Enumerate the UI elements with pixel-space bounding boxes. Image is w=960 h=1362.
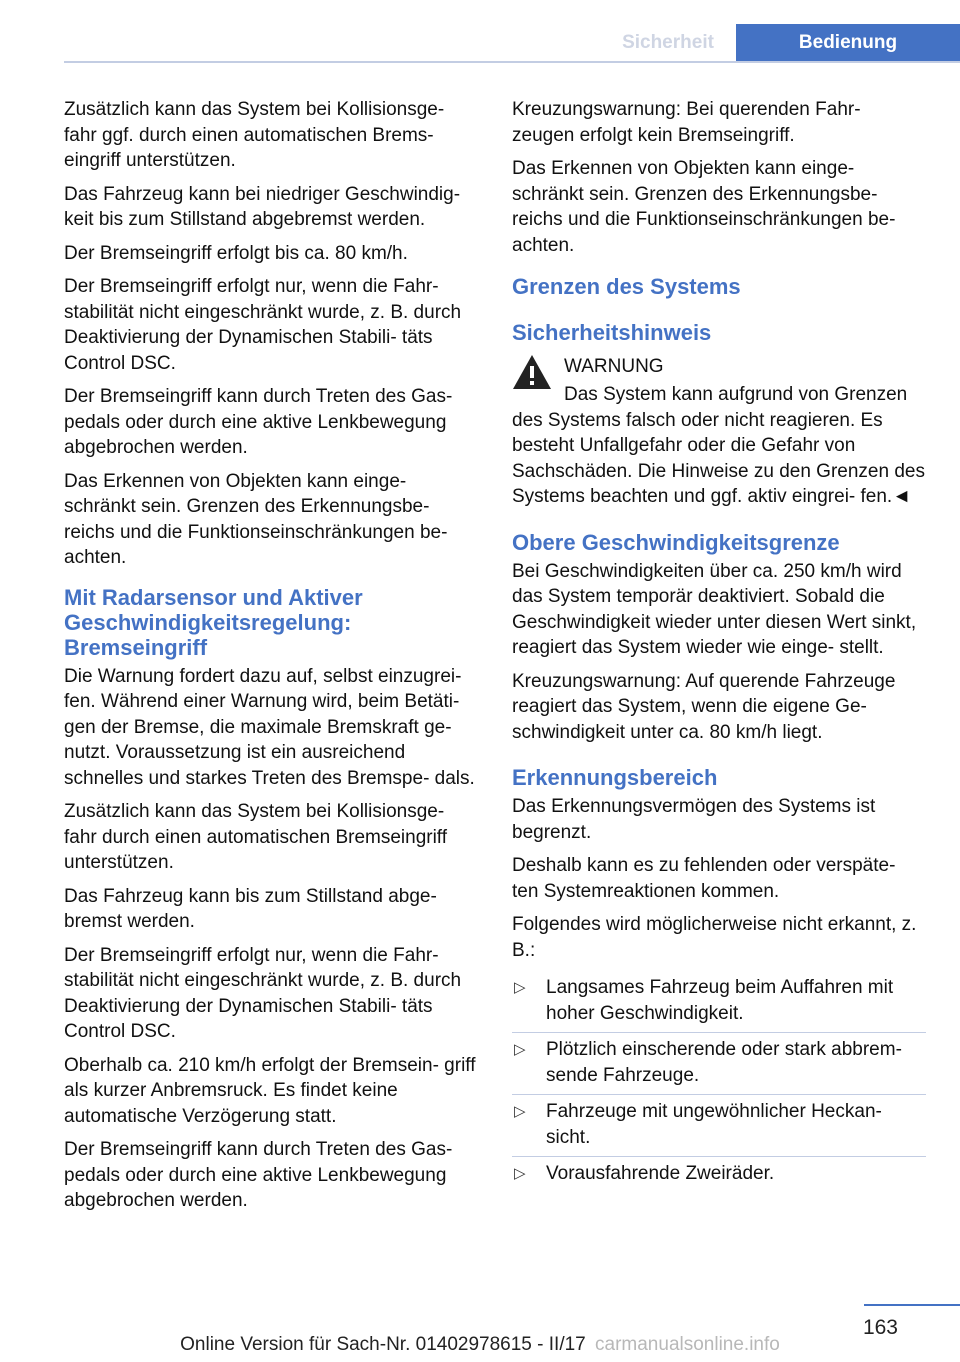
paragraph: Bei Geschwindigkeiten über ca. 250 km/h wird das System temporär deaktiviert. Sobald die Geschwindigkeit wieder unter diesen Wert sinkt, reagiert das System wieder wie einge‐ stellt. <box>512 560 917 658</box>
bullet-list <box>512 971 926 1193</box>
warning-box <box>512 354 926 510</box>
paragraph: Folgendes wird möglicherweise nicht erkannt, z. B.: <box>512 914 917 961</box>
header-tabs <box>600 24 960 62</box>
warning-triangle-icon <box>512 354 552 390</box>
right-column <box>512 97 926 1193</box>
paragraph: Der Bremseingriff erfolgt bis ca. 80 km/h. <box>64 242 408 264</box>
footer-text <box>0 1334 960 1356</box>
tab-bedienung[interactable]: Bedienung <box>736 24 960 62</box>
list-item <box>512 1157 926 1193</box>
paragraph: Oberhalb ca. 210 km/h erfolgt der Bremsein‐ griff als kurzer Anbremsruck. Es findet keine automatische Verzögerung statt. <box>64 1054 476 1127</box>
warning-title: WARNUNG <box>564 356 664 377</box>
footer-divider <box>864 1304 960 1306</box>
section-heading-sicherheitshinweis: Sicherheitshinweis <box>512 320 712 345</box>
list-item-text: Langsames Fahrzeug beim Auffahren mit hoher Geschwindigkeit. <box>546 977 894 1024</box>
paragraph: Kreuzungswarnung: Bei querenden Fahr‐ zeugen erfolgt kein Bremseingriff. <box>512 99 861 146</box>
warning-text: Das System kann aufgrund von Grenzen <box>564 384 908 405</box>
triangle-bullet-icon: ▷ <box>514 1103 526 1120</box>
paragraph: Die Warnung fordert dazu auf, selbst einzugrei‐ fen. Während einer Warnung wird, beim Betäti‐ gen der Bremse, die maximale Bremskraft ge‐ nutzt. Voraussetzung ist ein ausreichend schnelles und starkes Treten des Bremspe‐ dals. <box>64 665 475 789</box>
paragraph: Der Bremseingriff erfolgt nur, wenn die Fahr‐ stabilität nicht eingeschränkt wurde, z. B. durch Deaktivierung der Dynamischen Stabili‐ täts Control DSC. <box>64 276 462 374</box>
list-item-text: Plötzlich einscherende oder stark abbrem‐ sende Fahrzeuge. <box>546 1039 902 1086</box>
paragraph: Das Erkennungsvermögen des Systems ist begrenzt. <box>512 796 876 843</box>
tab-sicherheit[interactable]: Sicherheit <box>622 32 714 53</box>
section-heading-obere: Obere Geschwindigkeitsgrenze <box>512 529 840 555</box>
section-heading-erkennungsbereich: Erkennungsbereich <box>512 765 718 790</box>
paragraph: Zusätzlich kann das System bei Kollisionsge‐ fahr ggf. durch einen automatischen Brems‐ eingriff unterstützen. <box>64 99 445 171</box>
page-number: 163 <box>862 1316 898 1339</box>
watermark: carmanualsonline.info <box>595 1334 780 1355</box>
warning-text: des Systems falsch oder nicht reagieren. Es besteht Unfallgefahr oder die Gefahr von Sachschäden. Die Hinweise zu den Grenzen des Systems beachten und ggf. aktiv eingrei‐ fen.◄ <box>512 409 925 507</box>
section-heading-radarsensor: Mit Radarsensor und Aktiver Geschwindigkeitsregelung: Bremseingriff <box>64 584 363 660</box>
paragraph: Deshalb kann es zu fehlenden oder verspäte‐ ten Systemreaktionen kommen. <box>512 855 896 902</box>
left-column <box>64 97 478 1222</box>
paragraph: Kreuzungswarnung: Auf querende Fahrzeuge reagiert das System, wenn die eigene Ge‐ schwindigkeit unter ca. 80 km/h liegt. <box>512 670 896 743</box>
list-item-text: Vorausfahrende Zweiräder. <box>546 1163 775 1184</box>
list-item-text: Fahrzeuge mit ungewöhnlicher Heckan‐ sicht. <box>546 1101 882 1148</box>
paragraph: Der Bremseingriff kann durch Treten des Gas‐ pedals oder durch eine aktive Lenkbewegung abgebrochen werden. <box>64 386 453 458</box>
list-item <box>512 971 926 1033</box>
list-item <box>512 1095 926 1157</box>
section-heading-grenzen: Grenzen des Systems <box>512 274 741 299</box>
triangle-bullet-icon: ▷ <box>514 1041 526 1058</box>
paragraph: Das Erkennen von Objekten kann einge‐ schränkt sein. Grenzen des Erkennungsbe‐ reichs und die Funktionseinschränkungen be‐ achten. <box>64 470 448 568</box>
paragraph: Zusätzlich kann das System bei Kollisionsge‐ fahr durch einen automatischen Bremseingriff unterstützen. <box>64 801 448 873</box>
paragraph: Das Fahrzeug kann bis zum Stillstand abge‐ bremst werden. <box>64 885 437 932</box>
footer-online-version: Online Version für Sach-Nr. 01402978615 - II/17 <box>180 1334 586 1355</box>
paragraph: Das Erkennen von Objekten kann einge‐ schränkt sein. Grenzen des Erkennungsbe‐ reichs und die Funktionseinschränkungen be‐ achten. <box>512 158 896 256</box>
paragraph: Der Bremseingriff kann durch Treten des Gas‐ pedals oder durch eine aktive Lenkbewegung abgebrochen werden. <box>64 1139 453 1211</box>
triangle-bullet-icon: ▷ <box>514 979 526 996</box>
list-item <box>512 1033 926 1095</box>
header-divider <box>64 61 960 63</box>
paragraph: Das Fahrzeug kann bei niedriger Geschwindig‐ keit bis zum Stillstand abgebremst werden. <box>64 183 461 230</box>
paragraph: Der Bremseingriff erfolgt nur, wenn die Fahr‐ stabilität nicht eingeschränkt wurde, z. B. durch Deaktivierung der Dynamischen Stabili‐ täts Control DSC. <box>64 944 462 1042</box>
triangle-bullet-icon: ▷ <box>514 1165 526 1182</box>
